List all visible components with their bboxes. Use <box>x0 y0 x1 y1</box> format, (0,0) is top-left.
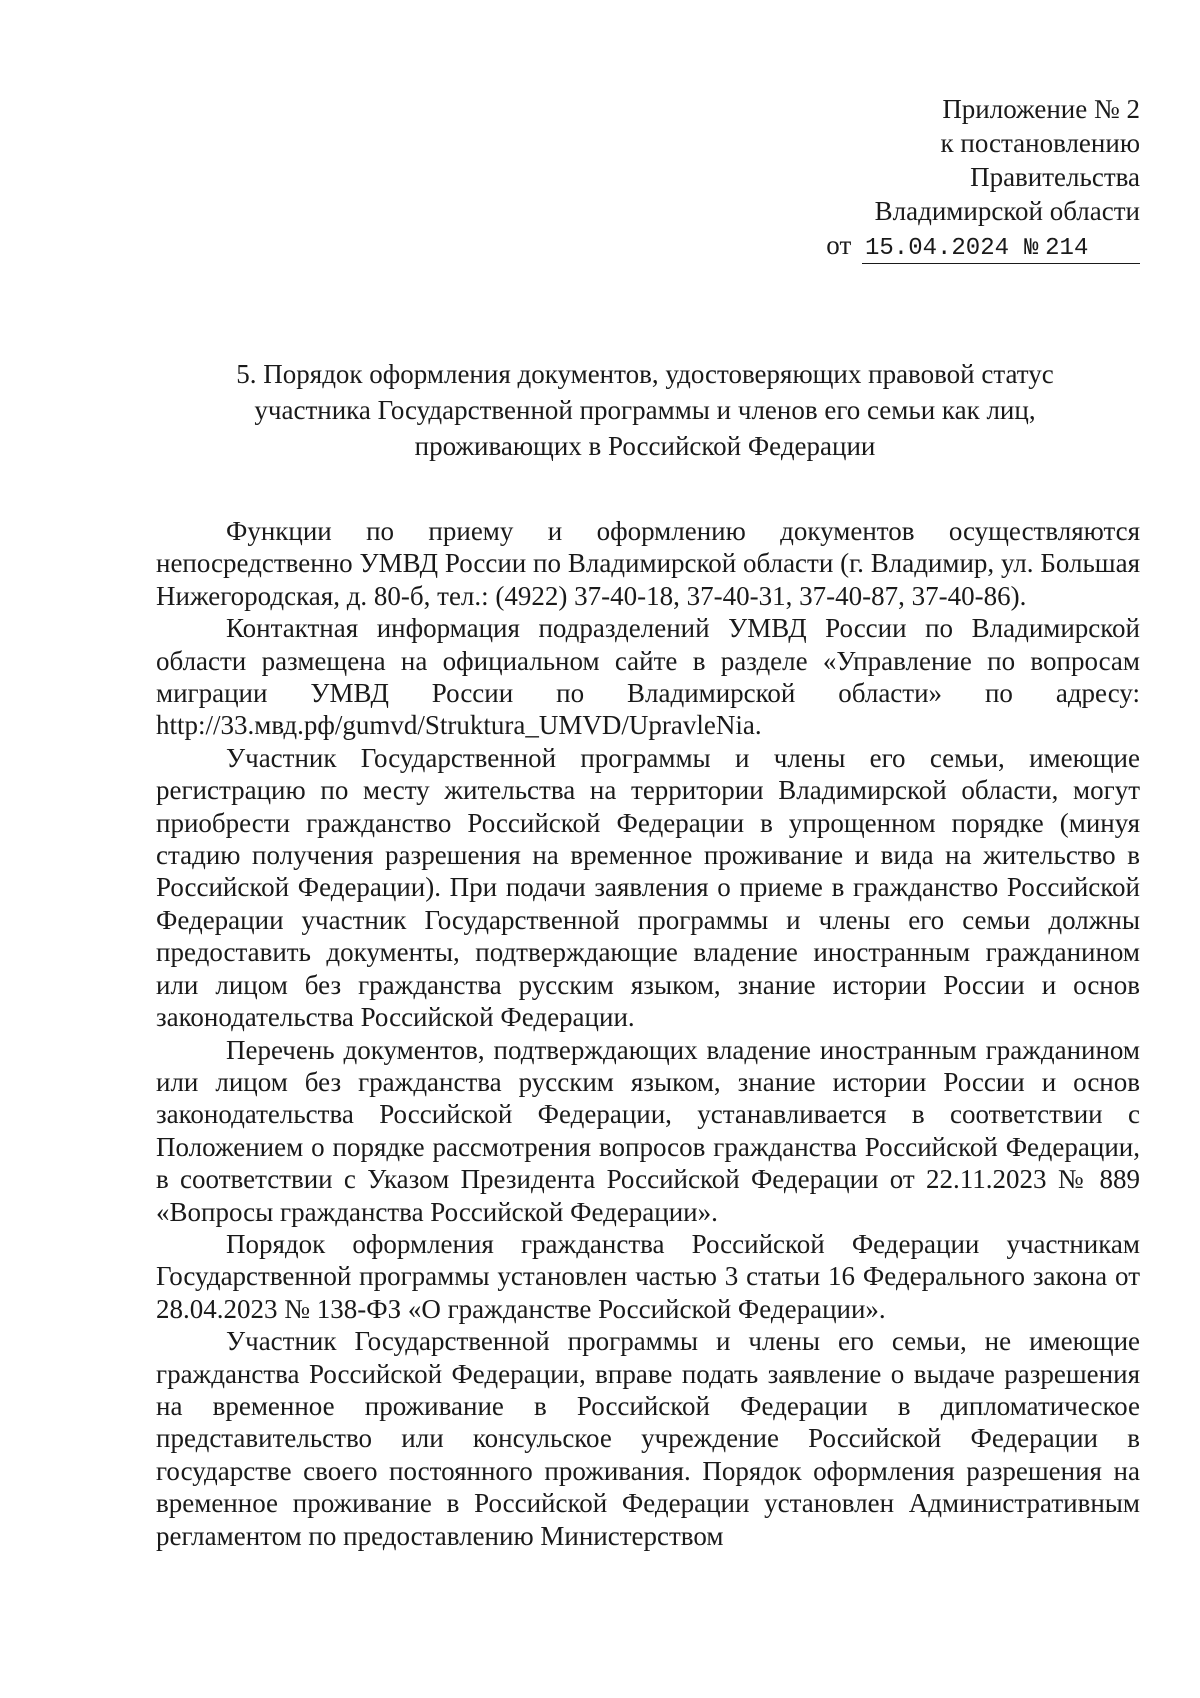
number-prefix: № <box>1024 235 1039 262</box>
paragraph-residence-permit: Участник Государственной программы и члены его семьи, не имеющие гражданства Российской Федерации, вправе подать заявление о выдаче разрешения на временное проживание в Российской Федерации в дипломатическое представительство или консульское учреждение Российской Федерации в государстве своего постоянного проживания. Порядок оформления разрешения на временное проживание в Российской Федерации установлен Административным регламентом по предоставлению Министерством <box>156 1326 1140 1551</box>
date-field <box>862 231 1012 264</box>
appendix-date-line <box>826 228 1140 264</box>
appendix-authority: Правительства <box>970 162 1140 192</box>
paragraph-contacts: Контактная информация подразделений УМВД России по Владимирской области размещена на официальном сайте в разделе «Управление по вопросам миграции УМВД России по Владимирской области» по адресу: http://33.мвд.рф/gumvd/Struktura_UMVD/UpravleNia. <box>156 613 1140 741</box>
appendix-reference: к постановлению <box>940 128 1140 158</box>
appendix-number: Приложение № 2 <box>942 94 1140 124</box>
document-body <box>156 515 1140 1552</box>
paragraph-functions: Функции по приему и оформлению документов осуществляются непосредственно УМВД России по Владимирской области (г. Владимир, ул. Большая Нижегородская, д. 80-б, тел.: (4922) 37-40-18, 37-40-31, 37-40-87, 37-40-86). <box>156 516 1140 611</box>
date-prefix: от <box>826 230 852 260</box>
section-heading <box>150 356 1140 464</box>
number-field <box>1012 231 1140 264</box>
paragraph-procedure: Порядок оформления гражданства Российской Федерации участникам Государственной программы установлен частью 3 статьи 16 Федерального закона от 28.04.2023 № 138-ФЗ «О гражданстве Российской Федерации». <box>156 1228 1140 1324</box>
date-value: 15.04.2024 <box>864 235 1010 262</box>
number-value: 214 <box>1045 235 1089 262</box>
heading-line-1: 5. Порядок оформления документов, удостоверяющих правовой статус <box>236 359 1054 389</box>
paragraph-documents-list: Перечень документов, подтверждающих владение иностранным гражданином или лицом без гражданства русским языком, знание истории России и основ законодательства Российской Федерации, устанавливается в соответствии с Положением о порядке рассмотрения вопросов гражданства Российской Федерации, в соответствии с Указом Президента Российской Федерации от 22.11.2023 № 889 «Вопросы гражданства Российской Федерации». <box>156 1034 1140 1227</box>
heading-line-3: проживающих в Российской Федерации <box>414 431 876 461</box>
appendix-header <box>826 92 1140 264</box>
heading-line-2: участника Государственной программы и членов его семьи как лиц, <box>254 395 1036 425</box>
appendix-region: Владимирской области <box>874 196 1140 226</box>
paragraph-citizenship: Участник Государственной программы и члены его семьи, имеющие регистрацию по месту жительства на территории Владимирской области, могут приобрести гражданство Российской Федерации в упрощенном порядке (минуя стадию получения разрешения на временное проживание и вида на жительство в Российской Федерации). При подачи заявления о приеме в гражданство Российской Федерации участник Государственной программы и члены его семьи должны предоставить документы, подтверждающие владение иностранным гражданином или лицом без гражданства русским языком, знание истории России и основ законодательства Российской Федерации. <box>156 742 1140 1033</box>
